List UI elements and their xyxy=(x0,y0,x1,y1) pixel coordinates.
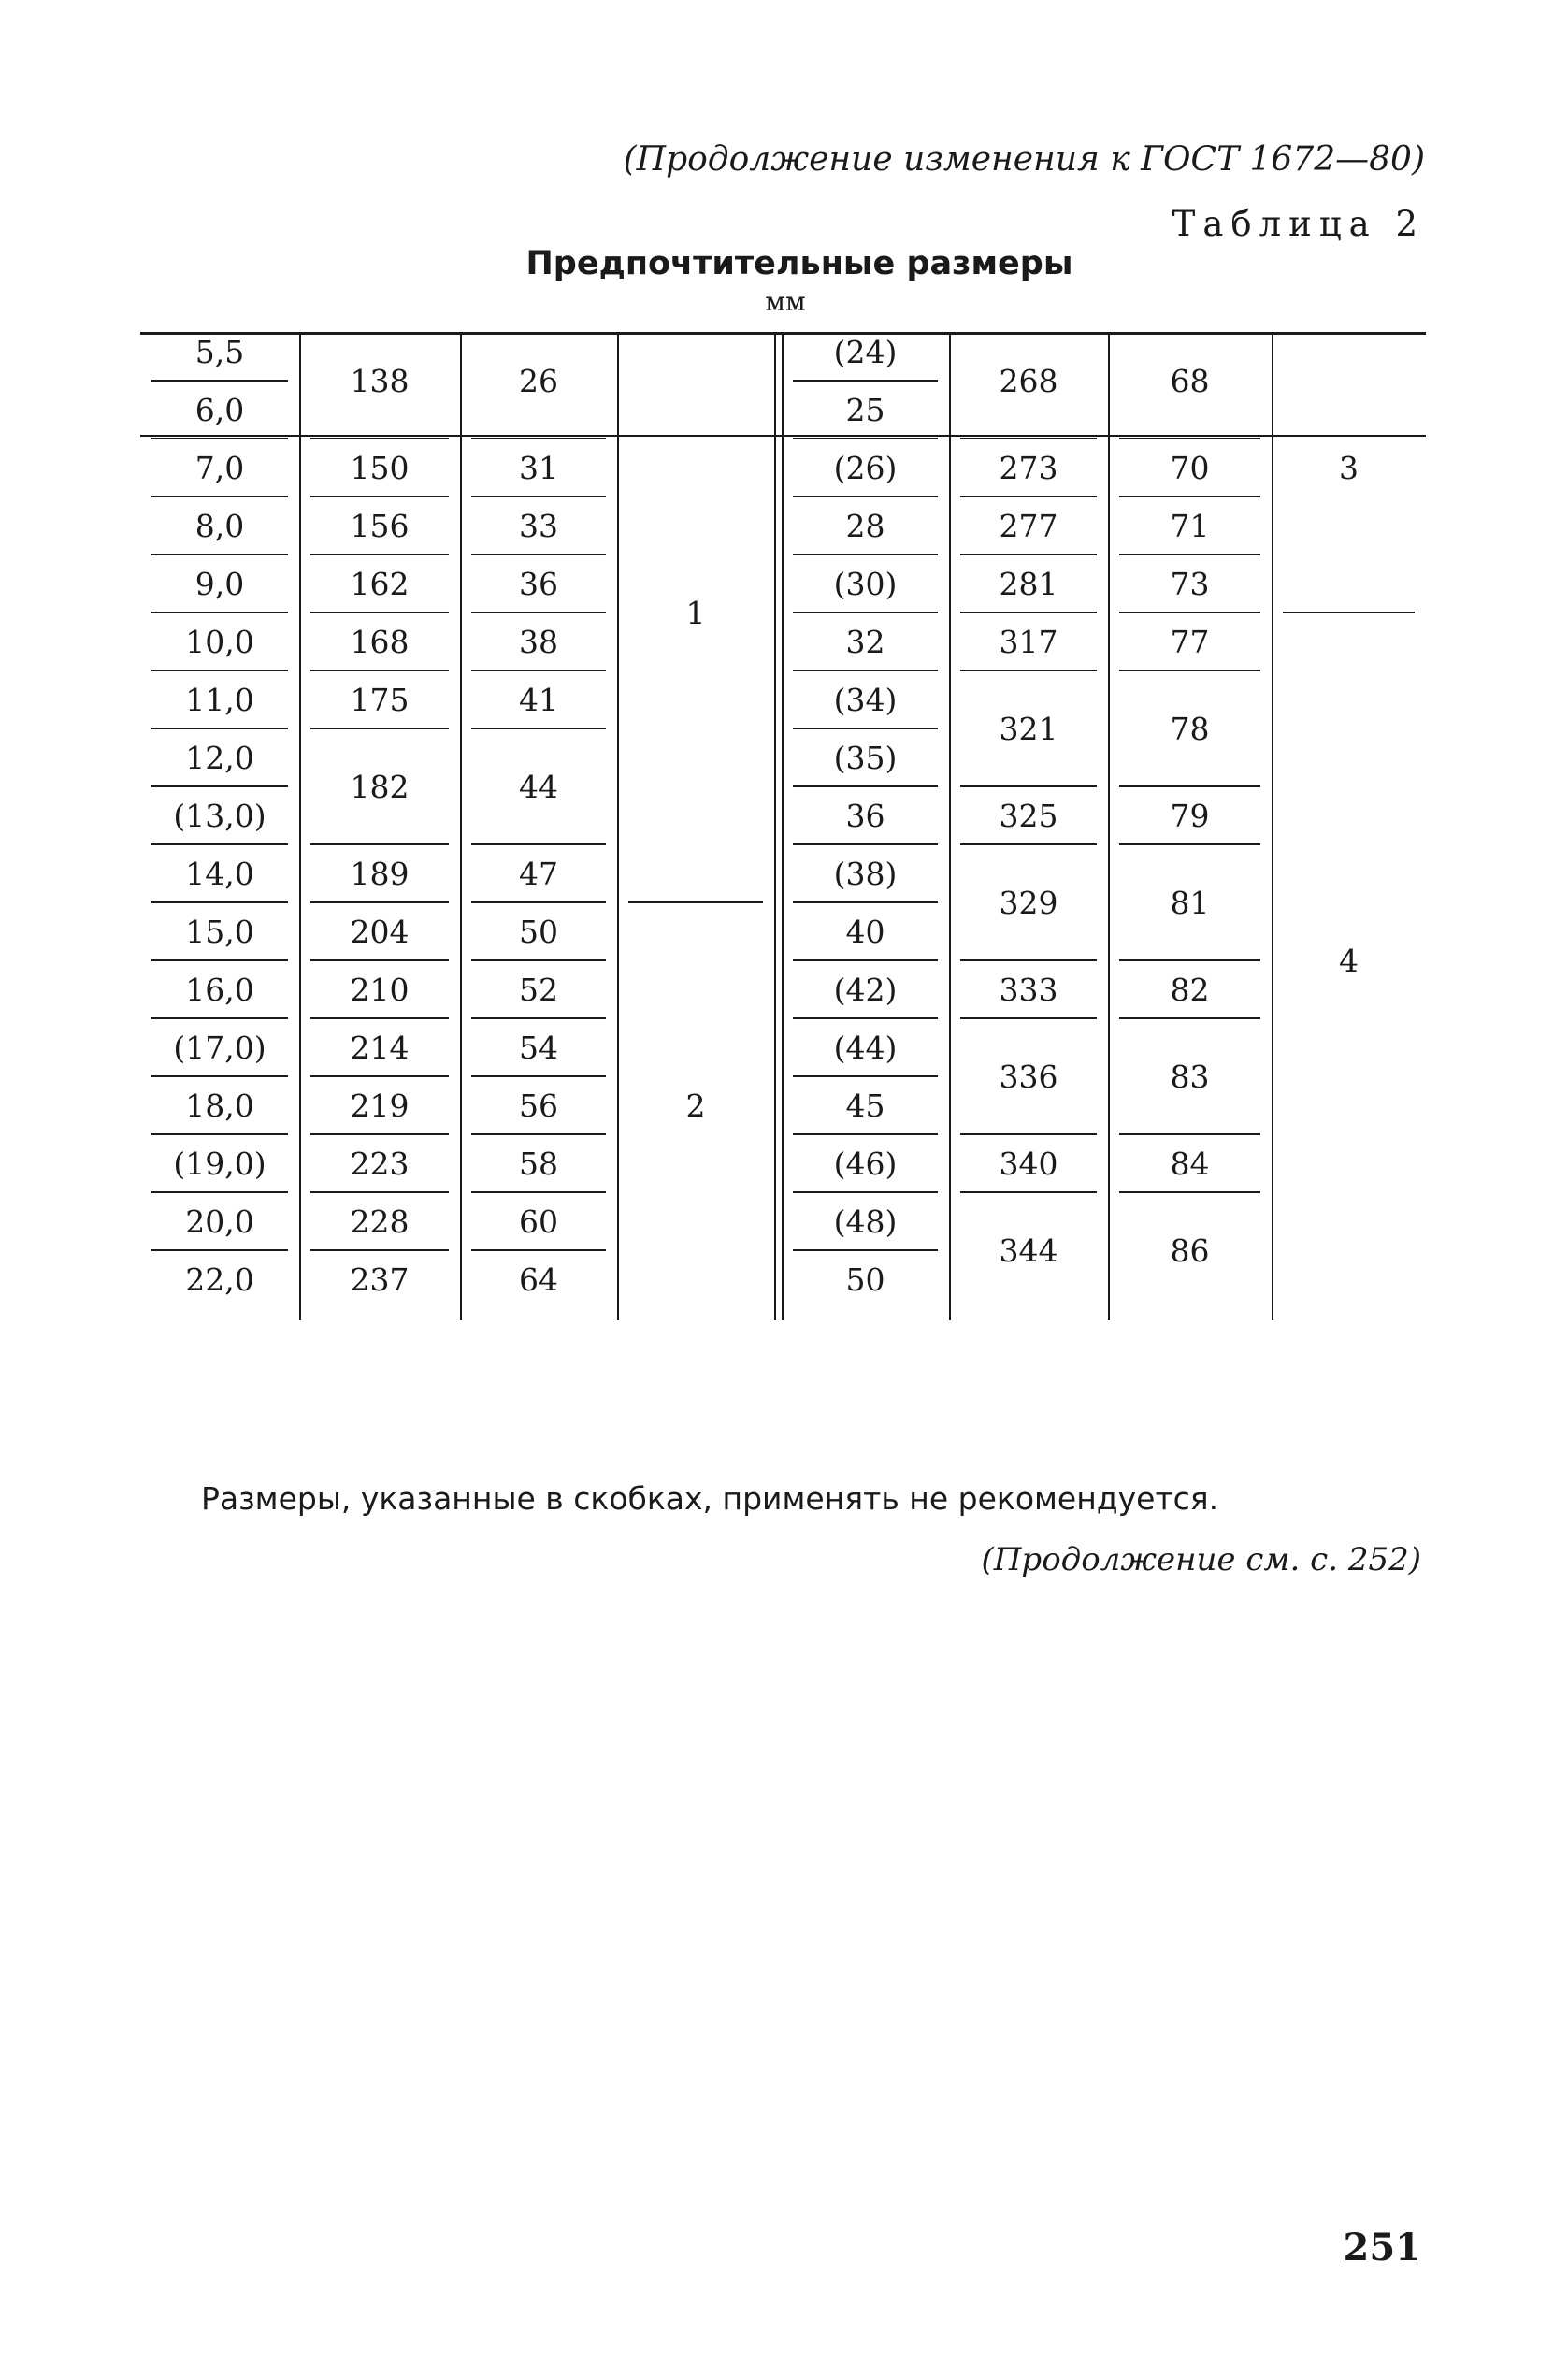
cell-underline xyxy=(310,1249,449,1251)
cell-L: 333 xyxy=(999,972,1058,1008)
cell-underline xyxy=(471,843,606,845)
cell-l: 73 xyxy=(1170,566,1210,602)
cell-l: 44 xyxy=(519,769,558,805)
cell-l: 38 xyxy=(519,624,558,660)
cell-underline xyxy=(310,959,449,961)
cell-L: 214 xyxy=(350,1030,410,1066)
cell-morse: 3 xyxy=(1339,450,1359,486)
cell-L: 168 xyxy=(350,624,410,660)
cell-underline xyxy=(1119,670,1260,671)
cell-L: 325 xyxy=(999,798,1058,834)
cell-underline xyxy=(310,554,449,555)
cell-underline xyxy=(151,438,288,439)
cell-underline xyxy=(793,901,938,903)
cell-underline xyxy=(471,728,606,729)
cell-underline xyxy=(960,1017,1097,1019)
cell-d: 6,0 xyxy=(194,392,245,428)
cell-L: 237 xyxy=(350,1261,410,1298)
cell-underline xyxy=(793,1191,938,1193)
cell-L: 336 xyxy=(999,1059,1058,1095)
cell-l: 77 xyxy=(1170,624,1210,660)
cell-L: 228 xyxy=(350,1203,410,1240)
column-rule xyxy=(617,332,619,1320)
cell-l: 52 xyxy=(519,972,558,1008)
cell-L: 210 xyxy=(350,972,410,1008)
cell-d: 20,0 xyxy=(185,1203,254,1240)
double-rule xyxy=(774,332,776,1320)
cell-underline xyxy=(471,1075,606,1077)
cell-d: 18,0 xyxy=(185,1088,254,1124)
cell-underline xyxy=(471,438,606,439)
cell-d: 10,0 xyxy=(185,624,254,660)
cell-underline xyxy=(151,901,288,903)
cell-underline xyxy=(960,496,1097,497)
cell-d: 12,0 xyxy=(185,740,254,776)
cell-underline xyxy=(310,612,449,613)
cell-L: 321 xyxy=(999,711,1058,747)
cell-morse: 2 xyxy=(685,1088,706,1124)
cell-d: 22,0 xyxy=(185,1261,254,1298)
cell-d: (34) xyxy=(833,682,898,718)
cell-d: 15,0 xyxy=(185,914,254,950)
cell-underline xyxy=(793,380,938,382)
cell-d: (42) xyxy=(833,972,898,1008)
cell-l: 54 xyxy=(519,1030,558,1066)
cell-underline xyxy=(793,728,938,729)
cell-underline xyxy=(151,728,288,729)
cell-underline xyxy=(151,1017,288,1019)
cell-d: 32 xyxy=(845,624,885,660)
cell-underline xyxy=(793,612,938,613)
cell-underline xyxy=(471,496,606,497)
page-number: 251 xyxy=(1343,2226,1421,2269)
cell-l: 64 xyxy=(519,1261,558,1298)
cell-l: 86 xyxy=(1170,1232,1210,1269)
cell-underline xyxy=(960,554,1097,555)
cell-l: 56 xyxy=(519,1088,558,1124)
cell-underline xyxy=(310,1017,449,1019)
cell-l: 83 xyxy=(1170,1059,1210,1095)
cell-underline xyxy=(1119,612,1260,613)
cell-d: (17,0) xyxy=(173,1030,266,1066)
cell-underline xyxy=(1119,1017,1260,1019)
cell-d: (48) xyxy=(833,1203,898,1240)
cell-d: (38) xyxy=(833,856,898,892)
cell-underline xyxy=(310,1191,449,1193)
cell-l: 71 xyxy=(1170,508,1210,544)
cell-underline xyxy=(151,496,288,497)
cell-L: 273 xyxy=(999,450,1058,486)
cell-l: 33 xyxy=(519,508,558,544)
cell-underline xyxy=(151,670,288,671)
footer-continuation: (Продолжение см. с. 252) xyxy=(981,1541,1421,1578)
cell-underline xyxy=(471,1249,606,1251)
cell-d: 7,0 xyxy=(194,450,245,486)
cell-underline xyxy=(151,1133,288,1135)
cell-underline xyxy=(471,901,606,903)
cell-underline xyxy=(471,554,606,555)
header-continuation: (Продолжение изменения к ГОСТ 1672—80) xyxy=(623,140,1425,179)
cell-underline xyxy=(310,496,449,497)
cell-l: 79 xyxy=(1170,798,1210,834)
cell-L: 189 xyxy=(350,856,410,892)
cell-L: 329 xyxy=(999,885,1058,921)
cell-underline xyxy=(151,1075,288,1077)
table-units: мм xyxy=(765,286,806,317)
cell-L: 162 xyxy=(350,566,410,602)
cell-underline xyxy=(310,1133,449,1135)
cell-L: 340 xyxy=(999,1145,1058,1182)
cell-l: 81 xyxy=(1170,885,1210,921)
cell-underline xyxy=(960,1133,1097,1135)
cell-underline xyxy=(1119,438,1260,439)
cell-underline xyxy=(1119,554,1260,555)
cell-morse: 1 xyxy=(685,595,706,631)
cell-L: 281 xyxy=(999,566,1058,602)
cell-underline xyxy=(793,785,938,787)
cell-underline xyxy=(151,1191,288,1193)
cell-d: (26) xyxy=(833,450,898,486)
cell-underline xyxy=(1119,1133,1260,1135)
cell-d: 5,5 xyxy=(194,334,245,370)
cell-d: (44) xyxy=(833,1030,898,1066)
cell-L: 277 xyxy=(999,508,1058,544)
cell-underline xyxy=(310,843,449,845)
cell-L: 204 xyxy=(350,914,410,950)
cell-d: 9,0 xyxy=(194,566,245,602)
cell-underline xyxy=(960,612,1097,613)
cell-underline xyxy=(793,1133,938,1135)
cell-underline xyxy=(1119,959,1260,961)
cell-underline xyxy=(793,438,938,439)
cell-d: (24) xyxy=(833,334,898,370)
cell-d: (30) xyxy=(833,566,898,602)
cell-underline xyxy=(960,1191,1097,1193)
cell-L: 344 xyxy=(999,1232,1058,1269)
cell-l: 58 xyxy=(519,1145,558,1182)
cell-underline xyxy=(793,1075,938,1077)
cell-l: 68 xyxy=(1170,363,1210,399)
cell-d: 40 xyxy=(845,914,885,950)
cell-underline xyxy=(960,843,1097,845)
cell-underline xyxy=(471,1133,606,1135)
cell-underline xyxy=(960,785,1097,787)
cell-underline xyxy=(151,1249,288,1251)
cell-underline xyxy=(151,380,288,382)
cell-underline xyxy=(151,554,288,555)
table-note: Размеры, указанные в скобках, применять не рекомендуется. xyxy=(201,1480,1219,1517)
table-label: Таблица 2 xyxy=(1172,204,1425,244)
cell-underline xyxy=(1119,785,1260,787)
cell-underline xyxy=(151,959,288,961)
cell-l: 36 xyxy=(519,566,558,602)
cell-l: 41 xyxy=(519,682,558,718)
cell-d: 8,0 xyxy=(194,508,245,544)
cell-l: 47 xyxy=(519,856,558,892)
cell-d: (46) xyxy=(833,1145,898,1182)
cell-d: 11,0 xyxy=(185,682,254,718)
cell-underline xyxy=(471,1017,606,1019)
cell-d: (13,0) xyxy=(173,798,266,834)
cell-l: 82 xyxy=(1170,972,1210,1008)
cell-L: 175 xyxy=(350,682,410,718)
cell-L: 219 xyxy=(350,1088,410,1124)
cell-L: 182 xyxy=(350,769,410,805)
cell-underline xyxy=(628,901,763,903)
cell-underline xyxy=(471,612,606,613)
cell-L: 150 xyxy=(350,450,410,486)
cell-underline xyxy=(960,959,1097,961)
cell-underline xyxy=(1283,612,1415,613)
cell-d: (35) xyxy=(833,740,898,776)
cell-d: 36 xyxy=(845,798,885,834)
cell-underline xyxy=(793,843,938,845)
cell-underline xyxy=(310,728,449,729)
cell-underline xyxy=(1119,843,1260,845)
cell-d: 14,0 xyxy=(185,856,254,892)
cell-l: 50 xyxy=(519,914,558,950)
cell-underline xyxy=(151,843,288,845)
cell-l: 31 xyxy=(519,450,558,486)
cell-L: 138 xyxy=(350,363,410,399)
cell-d: 28 xyxy=(845,508,885,544)
cell-d: 16,0 xyxy=(185,972,254,1008)
cell-underline xyxy=(310,670,449,671)
cell-underline xyxy=(310,438,449,439)
cell-L: 268 xyxy=(999,363,1058,399)
cell-underline xyxy=(310,901,449,903)
cell-underline xyxy=(471,670,606,671)
cell-L: 317 xyxy=(999,624,1058,660)
cell-L: 156 xyxy=(350,508,410,544)
cell-underline xyxy=(793,670,938,671)
cell-underline xyxy=(151,785,288,787)
cell-underline xyxy=(793,959,938,961)
cell-underline xyxy=(471,1191,606,1193)
cell-underline xyxy=(960,670,1097,671)
cell-underline xyxy=(471,959,606,961)
cell-underline xyxy=(793,496,938,497)
cell-underline xyxy=(793,1249,938,1251)
table-title: Предпочтительные размеры xyxy=(525,245,1073,282)
cell-d: (19,0) xyxy=(173,1145,266,1182)
cell-d: 45 xyxy=(845,1088,885,1124)
cell-morse: 4 xyxy=(1339,943,1359,979)
cell-l: 60 xyxy=(519,1203,558,1240)
cell-underline xyxy=(793,554,938,555)
cell-underline xyxy=(793,1017,938,1019)
cell-underline xyxy=(1119,1191,1260,1193)
cell-underline xyxy=(1119,496,1260,497)
cell-l: 70 xyxy=(1170,450,1210,486)
cell-l: 26 xyxy=(519,363,558,399)
cell-l: 84 xyxy=(1170,1145,1210,1182)
cell-d: 50 xyxy=(845,1261,885,1298)
cell-L: 223 xyxy=(350,1145,410,1182)
cell-d: 25 xyxy=(845,392,885,428)
cell-underline xyxy=(151,612,288,613)
cell-underline xyxy=(310,1075,449,1077)
cell-l: 78 xyxy=(1170,711,1210,747)
cell-underline xyxy=(960,438,1097,439)
